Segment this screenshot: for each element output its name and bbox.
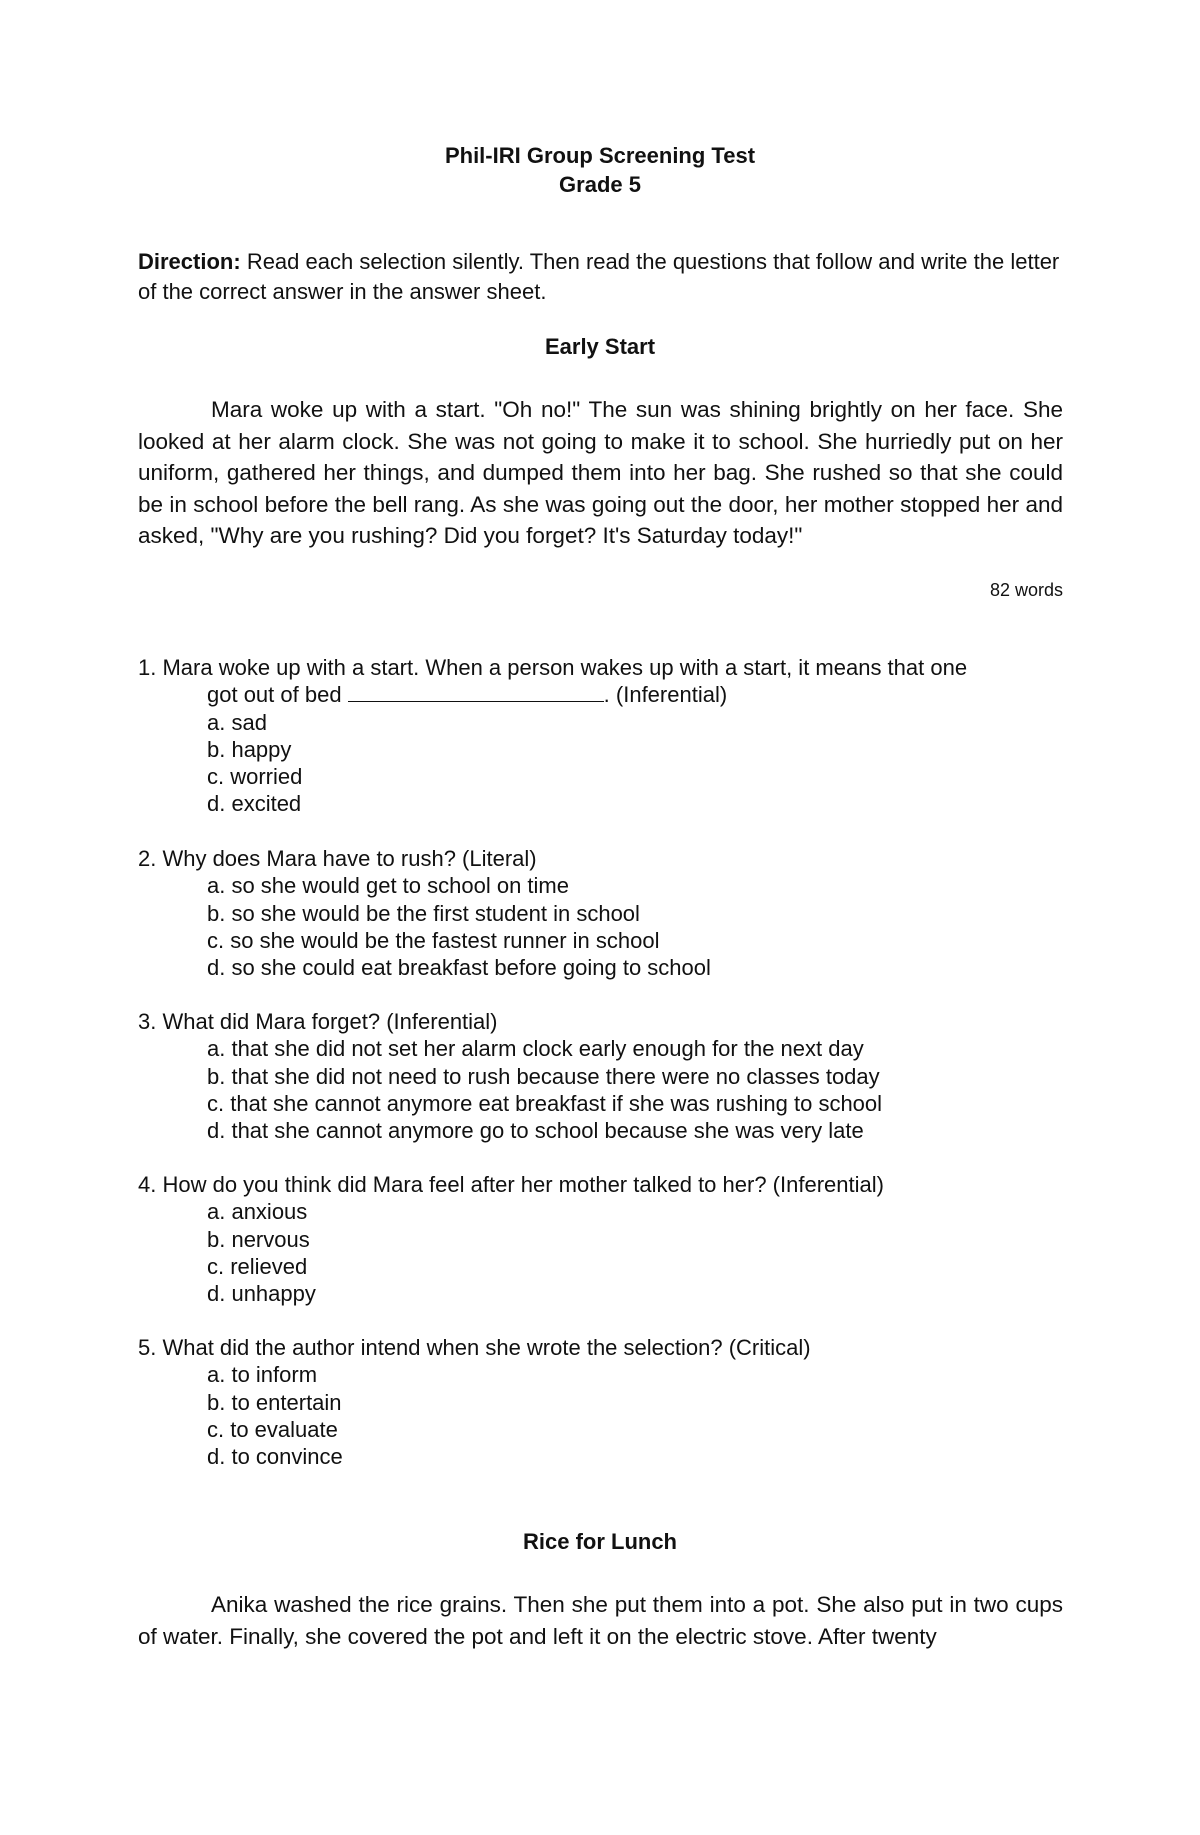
passage-text: Anika washed the rice grains. Then she put them into a pot. She also put in two cups of water. Finally, she covered the pot and left it on the electric stove. After twenty xyxy=(138,1592,1063,1649)
option-d: d. that she cannot anymore go to school because she was very late xyxy=(207,1118,864,1144)
stem-text-after-blank: . (Inferential) xyxy=(603,682,728,708)
option-b: b. to entertain xyxy=(207,1389,342,1415)
question-stem-continued xyxy=(138,681,1078,708)
grade-label: Grade 5 xyxy=(559,172,641,197)
direction-paragraph xyxy=(138,247,1063,307)
direction-label: Direction: xyxy=(138,249,241,274)
option-d: d. to convince xyxy=(207,1444,343,1470)
question-3 xyxy=(138,1008,1078,1144)
question-2 xyxy=(138,845,1078,981)
word-count: 82 words xyxy=(989,580,1063,600)
option-c: c. that she cannot anymore eat breakfast if she was rushing to school xyxy=(207,1090,883,1116)
question-4 xyxy=(138,1171,1078,1307)
option-a: a. to inform xyxy=(207,1362,318,1388)
option-a: a. that she did not set her alarm clock early enough for the next day xyxy=(207,1036,864,1062)
option-c: c. to evaluate xyxy=(207,1416,338,1442)
selection-passage-rice-for-lunch xyxy=(138,1589,1063,1652)
selection-title-early-start: Early Start xyxy=(544,334,656,359)
passage-text: Mara woke up with a start. "Oh no!" The sun was shining brightly on her face. She looked at her alarm clock. She was not going to make it to school. She hurriedly put on her uniform, gathered her things, and dumped them into her bag. She rushed so that she could be in school before the bell rang. As she was going out the door, her mother stopped her and asked, "Why are you rushing? Did you forget? It's Saturday today!" xyxy=(138,397,1063,548)
option-b: b. happy xyxy=(207,736,292,762)
option-b: b. that she did not need to rush because there were no classes today xyxy=(207,1063,880,1089)
option-c: c. worried xyxy=(207,764,303,790)
direction-text: Read each selection silently. Then read the questions that follow and write the letter of the correct answer in the answer sheet. xyxy=(138,249,1060,304)
test-title: Phil-IRI Group Screening Test xyxy=(444,143,756,168)
option-d: d. so she could eat breakfast before going to school xyxy=(207,955,711,981)
option-b: b. nervous xyxy=(207,1226,310,1252)
option-d: d. excited xyxy=(207,791,302,817)
question-stem: 1. Mara woke up with a start. When a person wakes up with a start, it means that one xyxy=(138,655,968,680)
option-d: d. unhappy xyxy=(207,1281,316,1307)
question-stem: 3. What did Mara forget? (Inferential) xyxy=(138,1009,498,1034)
question-stem: 4. How do you think did Mara feel after her mother talked to her? (Inferential) xyxy=(138,1172,884,1197)
question-stem: 2. Why does Mara have to rush? (Literal) xyxy=(138,846,537,871)
option-a: a. sad xyxy=(207,709,267,735)
option-c: c. so she would be the fastest runner in school xyxy=(207,927,660,953)
question-stem: 5. What did the author intend when she wrote the selection? (Critical) xyxy=(138,1335,811,1360)
selection-title-rice-for-lunch: Rice for Lunch xyxy=(522,1529,677,1554)
option-a: a. so she would get to school on time xyxy=(207,873,569,899)
option-a: a. anxious xyxy=(207,1199,308,1225)
answer-blank xyxy=(348,681,604,702)
option-c: c. relieved xyxy=(207,1253,308,1279)
stem-text-before-blank: got out of bed xyxy=(207,682,348,708)
selection-passage-early-start xyxy=(138,394,1063,552)
option-b: b. so she would be the first student in school xyxy=(207,900,640,926)
question-5 xyxy=(138,1334,1078,1470)
question-1 xyxy=(138,654,1078,818)
